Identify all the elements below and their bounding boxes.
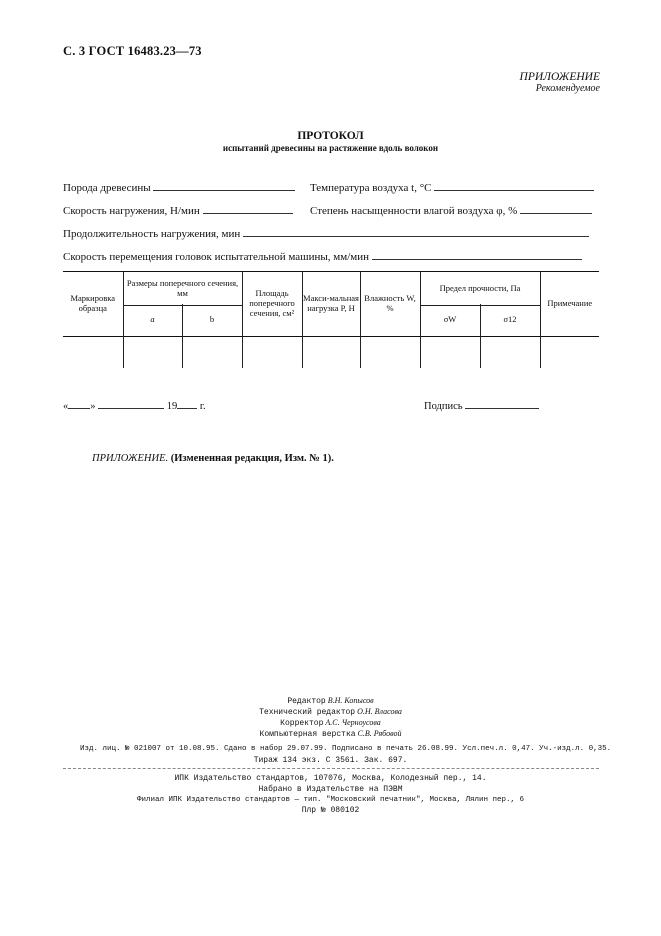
- table-cell-empty[interactable]: [360, 334, 420, 368]
- imprint-line-5: Филиал ИПК Издательство стандартов — тип. "Московский печатник", Москва, Лялин пер., 6: [136, 796, 525, 804]
- col-moisture: Влажность W, %: [360, 272, 420, 334]
- date-close-quote: »: [90, 401, 96, 412]
- imprint-rule: [63, 768, 599, 769]
- date-year-prefix: 19: [166, 401, 178, 412]
- date-open-quote: «: [63, 401, 69, 412]
- signature-line: [424, 398, 539, 412]
- date-year-suffix: г.: [199, 401, 206, 412]
- table-cell-empty[interactable]: [63, 334, 123, 368]
- imprint-line-6: Плр № 080102: [301, 806, 360, 815]
- imprint-line-2: Тираж 134 экз. С 3561. Зак. 697.: [253, 756, 408, 765]
- imprint-line-4: Набрано в Издательстве на ПЭВМ: [258, 785, 403, 794]
- field-wood-species-blank[interactable]: [153, 180, 295, 191]
- credit-tech-editor: Технический редактор О.Н. Власова: [259, 707, 402, 717]
- field-air-temp-label: Температура воздуха t, °С: [310, 182, 432, 194]
- signature-blank[interactable]: [465, 398, 539, 409]
- credit-corrector: Корректор А.С. Черноусова: [280, 718, 381, 728]
- imprint-line-3: ИПК Издательство стандартов, 107076, Москва, Колодезный пер., 14.: [174, 774, 487, 783]
- table-cell-empty[interactable]: [123, 334, 182, 368]
- table-cell-empty[interactable]: [480, 334, 540, 368]
- page-header: С. 3 ГОСТ 16483.23—73: [63, 44, 202, 58]
- col-sigma-w: σW: [420, 304, 480, 334]
- signature-label: Подпись: [424, 401, 463, 412]
- field-load-speed-blank[interactable]: [203, 203, 293, 214]
- table-cell-empty[interactable]: [540, 334, 599, 368]
- protocol-subtitle: испытаний древесины на растяжение вдоль волокон: [222, 143, 439, 153]
- field-load-speed-label: Скорость нагружения, Н/мин: [63, 205, 200, 217]
- appendix-status: Рекомендуемое: [535, 83, 600, 94]
- field-wood-species-label: Порода древесины: [63, 182, 151, 194]
- col-note: Примечание: [540, 272, 599, 334]
- col-area: Площадь поперечного сечения, см²: [242, 272, 302, 334]
- table-cell-empty[interactable]: [182, 334, 242, 368]
- credit-layout: Компьютерная верстка С.В. Рябовой: [259, 729, 402, 739]
- field-air-temp: [310, 180, 594, 194]
- protocol-table: [63, 272, 599, 368]
- field-load-duration: [63, 226, 589, 240]
- field-air-saturation: [310, 203, 592, 217]
- imprint-line-1: Изд. лиц. № 021007 от 10.08.95. Сдано в набор 29.07.99. Подписано в печать 26.08.99. Усл.печ.л. 0,47. Уч.-изд.л. 0,35.: [80, 745, 612, 753]
- table-cell-empty[interactable]: [242, 334, 302, 368]
- field-air-temp-blank[interactable]: [434, 180, 594, 191]
- field-load-duration-label: Продолжительность нагружения, мин: [63, 228, 241, 240]
- date-year-blank[interactable]: [177, 398, 197, 409]
- date-month-blank[interactable]: [98, 398, 164, 409]
- edition-note: [92, 453, 334, 464]
- field-air-saturation-blank[interactable]: [520, 203, 592, 214]
- field-load-speed: [63, 203, 293, 217]
- appendix-label: ПРИЛОЖЕНИЕ: [519, 71, 600, 83]
- col-marking: Маркировка образца: [70, 293, 116, 313]
- date-line: [63, 398, 206, 412]
- col-sigma-12: σ12: [480, 304, 540, 334]
- edition-label: ПРИЛОЖЕНИЕ.: [92, 453, 169, 464]
- col-cross-dims: Размеры поперечного сечения, мм: [123, 272, 242, 304]
- table-cell-empty[interactable]: [302, 334, 360, 368]
- col-dim-a: a: [123, 304, 182, 334]
- field-head-speed: [63, 249, 582, 263]
- table-cell-empty[interactable]: [420, 334, 480, 368]
- field-head-speed-blank[interactable]: [372, 249, 582, 260]
- col-max-load: Макси-мальная нагрузка P, Н: [302, 272, 360, 334]
- field-wood-species: [63, 180, 295, 194]
- protocol-title: ПРОТОКОЛ: [297, 130, 364, 142]
- edition-text: (Измененная редакция, Изм. № 1).: [170, 453, 334, 464]
- col-dim-b: b: [182, 304, 242, 334]
- field-head-speed-label: Скорость перемещения головок испытательной машины, мм/мин: [63, 251, 369, 263]
- field-air-saturation-label: Степень насыщенности влагой воздуха φ, %: [310, 205, 518, 217]
- credit-editor: Редактор В.Н. Копысов: [287, 696, 374, 706]
- field-load-duration-blank[interactable]: [243, 226, 589, 237]
- date-day-blank[interactable]: [68, 398, 90, 409]
- col-strength: Предел прочности, Па: [420, 272, 540, 304]
